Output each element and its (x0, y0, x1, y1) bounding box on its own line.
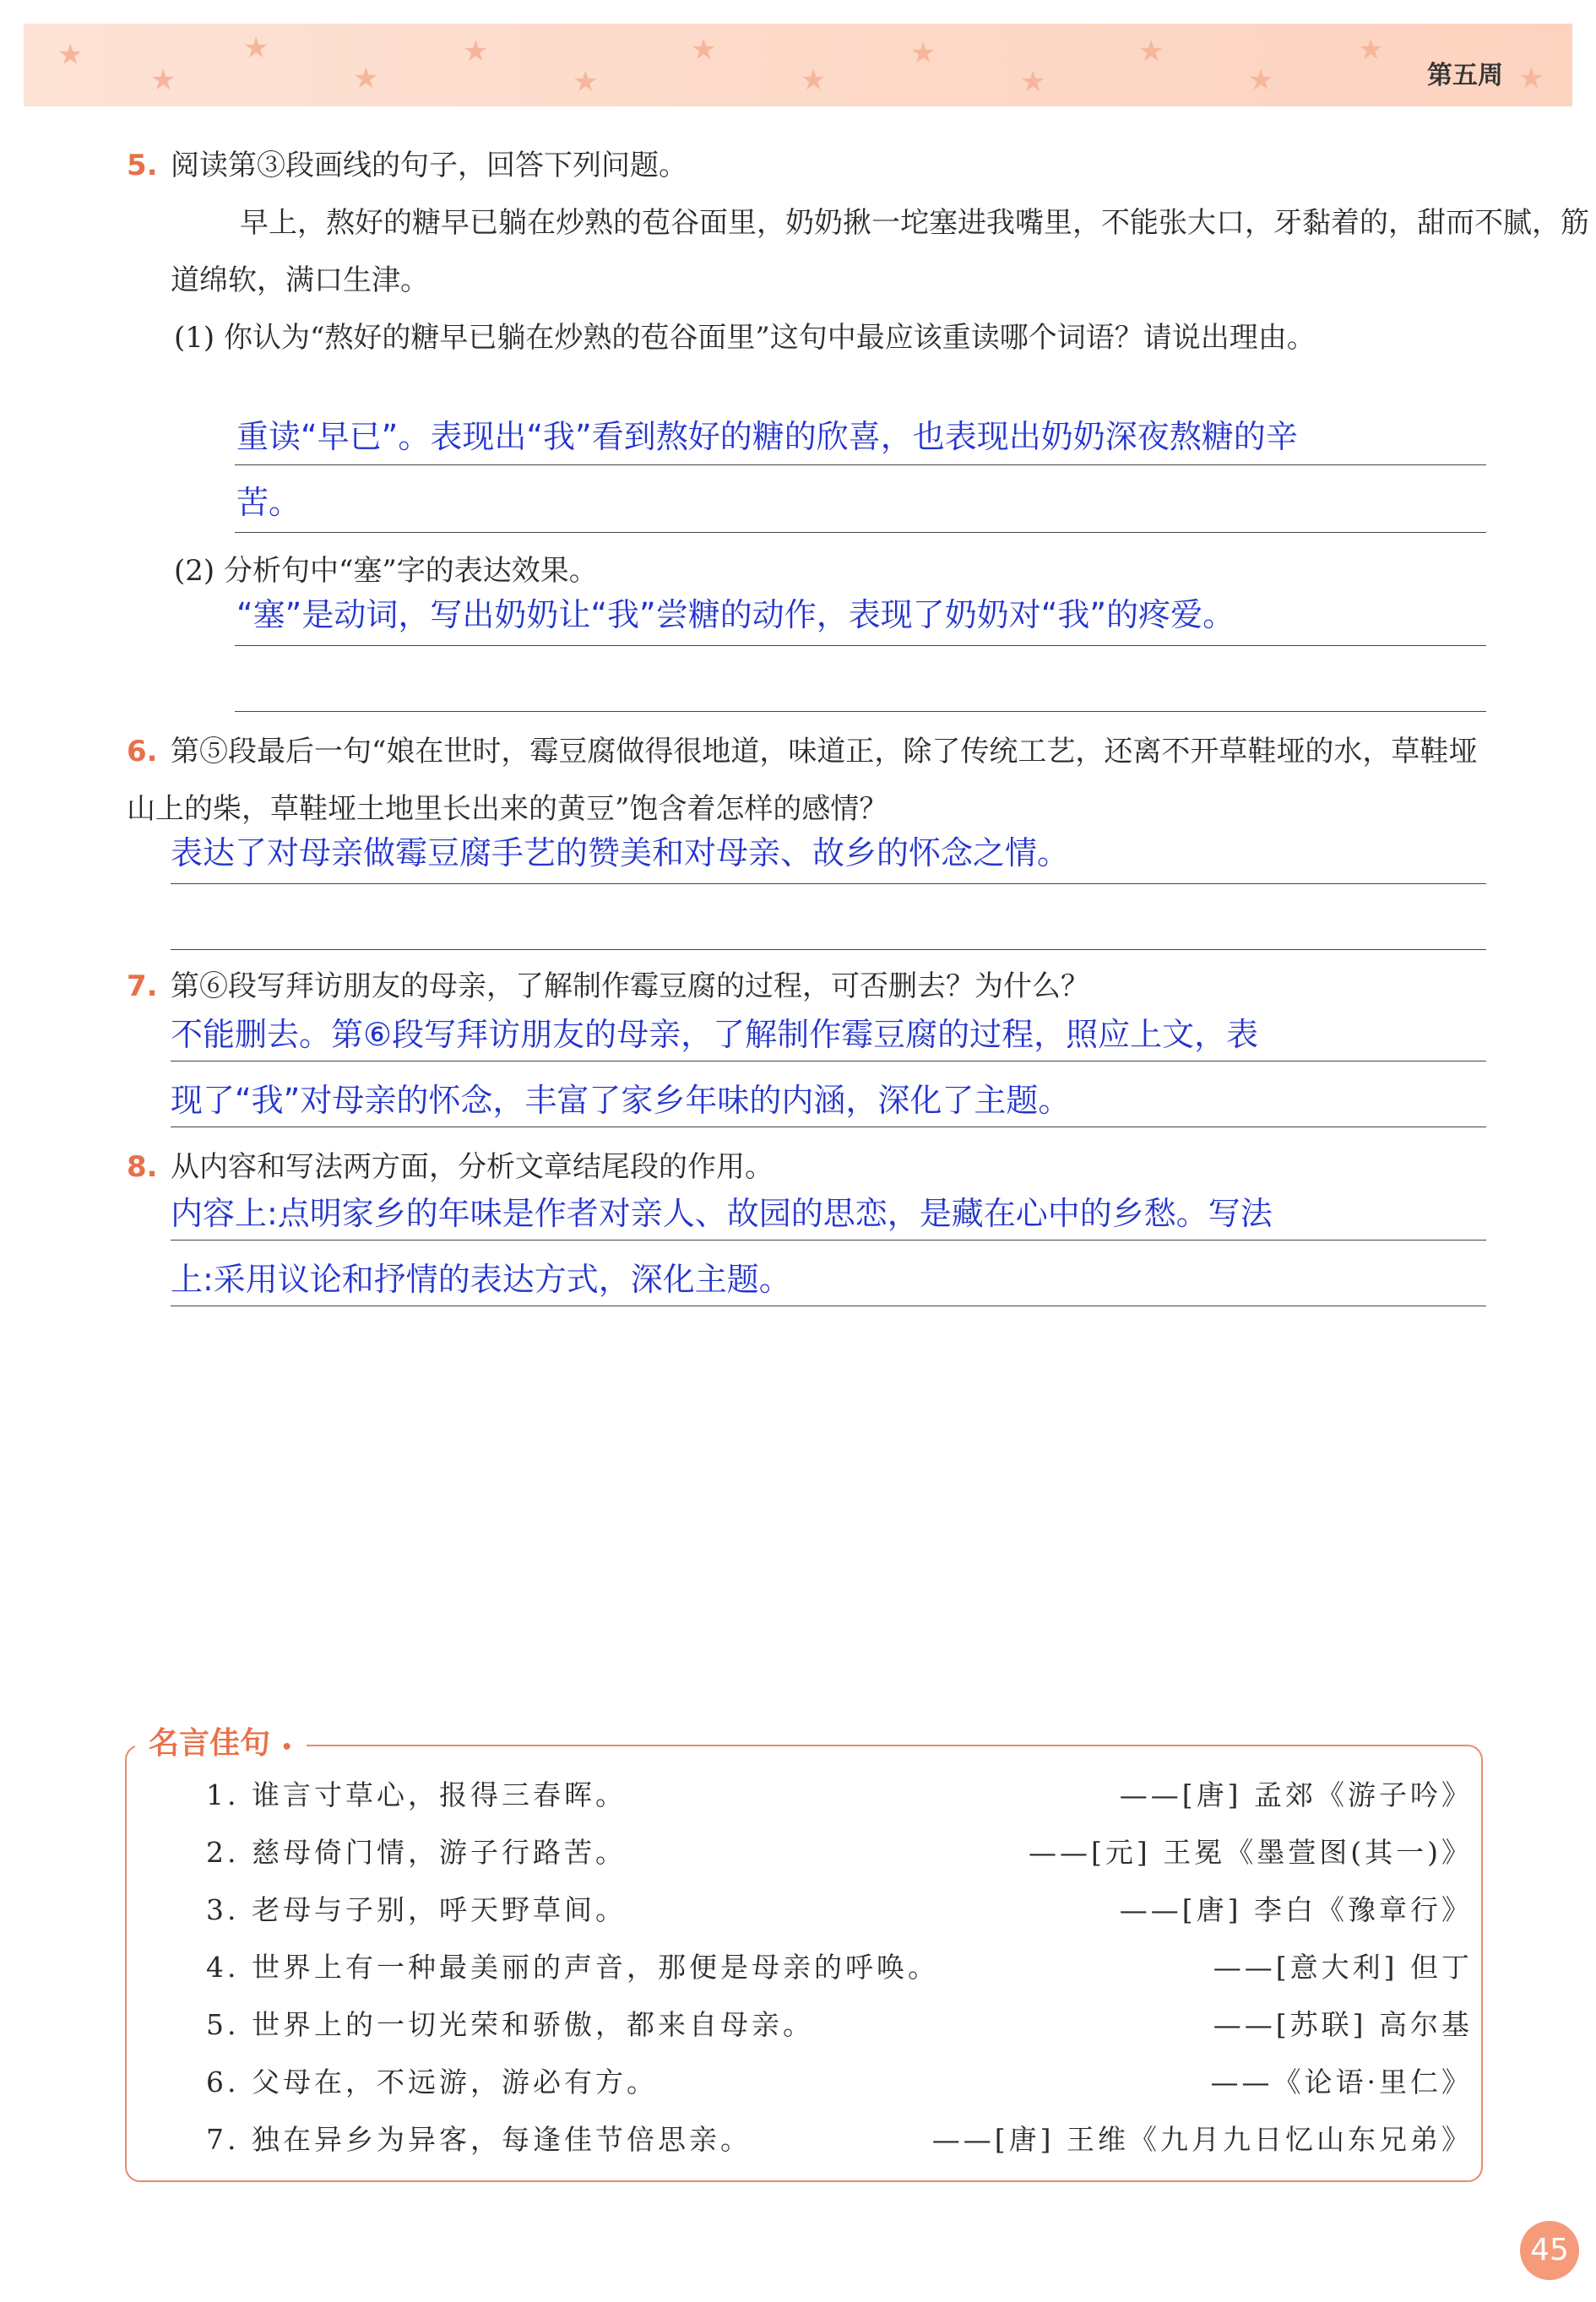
question-prompt: 第⑥段写拜访朋友的母亲，了解制作霉豆腐的过程，可否删去？为什么？ (171, 969, 1089, 1003)
sub-question-2: (2) 分析句中“塞”字的表达效果。 (174, 554, 598, 588)
quote-text: 6. 父母在，不远游，游必有方。 (206, 2066, 658, 2098)
quote-source: ——[意大利] 但丁 (1213, 1951, 1473, 1984)
quote-item (206, 2060, 1473, 2100)
question-prompt: 第⑤段最后一句“娘在世时，霉豆腐做得很地道，味道正，除了传统工艺，还离不开草鞋垭的水，草鞋垭山上的柴，草鞋垭土地里长出来的黄豆”饱含着怎样的感情？ (127, 735, 1478, 826)
question-6 (127, 723, 1486, 838)
sub-question-1: (1) 你认为“熬好的糖早已躺在炒熟的苞谷面里”这句中最应该重读哪个词语？请说出理由。 (174, 321, 1316, 355)
answer-line: 上:采用议论和抒情的表达方式，深化主题。 (171, 1261, 791, 1298)
answer-5-1 (236, 404, 1486, 535)
quote-item (206, 1773, 1473, 1813)
question-prompt: 从内容和写法两方面，分析文章结尾段的作用。 (171, 1150, 774, 1184)
star-icon: ★ (353, 62, 379, 95)
star-icon: ★ (1138, 35, 1164, 68)
passage-text: 早上，熬好的糖早已躺在炒熟的苞谷面里，奶奶揪一坨塞进我嘴里，不能张大口，牙黏着的，甜而不腻，筋道绵软，满口生津。 (171, 206, 1589, 297)
quote-source: ——[唐] 孟郊《游子吟》 (1119, 1778, 1473, 1811)
quote-text: 3. 老母与子别，呼天野草间。 (206, 1893, 627, 1926)
answer-rule (171, 883, 1486, 884)
answer-rule (235, 645, 1486, 646)
quote-source: ——[唐] 王维《九月九日忆山东兄弟》 (931, 2123, 1473, 2156)
header-band (24, 24, 1572, 106)
quote-source: ——《论语·里仁》 (1210, 2066, 1473, 2098)
answer-8 (171, 1181, 1488, 1312)
quotes-title (135, 1719, 307, 1762)
question-number: 7. (127, 969, 158, 1003)
star-icon: ★ (1248, 63, 1274, 97)
quote-text: 2. 慈母倚门情，游子行路苦。 (206, 1836, 627, 1869)
answer-line: 现了“我”对母亲的怀念，丰富了家乡年味的内涵，深化了主题。 (171, 1082, 1071, 1119)
quote-text: 7. 独在异乡为异客，每逢佳节倍思亲。 (206, 2123, 752, 2156)
answer-5-2: “塞”是动词，写出奶奶让“我”尝糖的动作，表现了奶奶对“我”的疼爱。 (236, 596, 1235, 633)
quote-item (206, 2118, 1473, 2158)
answer-rule (235, 532, 1486, 533)
answer-line: 内容上:点明家乡的年味是作者对亲人、故园的思恋，是藏在心中的乡愁。写法 (171, 1195, 1273, 1232)
star-icon: ★ (573, 65, 599, 99)
answer-line: 不能删去。第⑥段写拜访朋友的母亲，了解制作霉豆腐的过程，照应上文，表 (171, 1016, 1259, 1053)
answer-7 (171, 1002, 1488, 1133)
week-label: 第五周 (1427, 61, 1503, 90)
quote-text: 5. 世界上的一切光荣和骄傲，都来自母亲。 (206, 2008, 814, 2041)
question-5 (127, 137, 1589, 366)
quote-source: ——[苏联] 高尔基 (1213, 2008, 1473, 2041)
quotes-title-text: 名言佳句 (149, 1726, 271, 1761)
answer-6: 表达了对母亲做霉豆腐手艺的赞美和对母亲、故乡的怀念之情。 (171, 834, 1070, 871)
quote-text: 4. 世界上有一种最美丽的声音，那便是母亲的呼唤。 (206, 1951, 939, 1984)
quote-item (206, 2003, 1473, 2043)
star-icon: ★ (150, 63, 176, 97)
question-number: 6. (127, 735, 158, 768)
quote-source: ——[唐] 李白《豫章行》 (1119, 1893, 1473, 1926)
star-icon: ★ (801, 63, 827, 97)
quote-source: ——[元] 王冕《墨萱图(其一)》 (1029, 1836, 1473, 1869)
answer-line: 重读“早已”。表现出“我”看到熬好的糖的欣喜，也表现出奶奶深夜熬糖的辛 (236, 418, 1298, 455)
dot-icon: • (280, 1737, 293, 1758)
answer-rule (235, 464, 1486, 465)
answer-line: 苦。 (236, 484, 301, 521)
page-number: 45 (1520, 2221, 1579, 2280)
quote-item (206, 1831, 1473, 1870)
question-number: 8. (127, 1150, 158, 1184)
answer-rule (171, 949, 1486, 950)
quote-item (206, 1888, 1473, 1928)
star-icon: ★ (463, 35, 489, 68)
star-icon: ★ (1020, 65, 1046, 99)
question-prompt: 阅读第③段画线的句子，回答下列问题。 (171, 149, 687, 182)
quote-item (206, 1946, 1473, 1985)
star-icon: ★ (691, 33, 717, 67)
star-icon: ★ (910, 36, 936, 70)
answer-rule (171, 1240, 1486, 1241)
star-icon: ★ (1518, 62, 1544, 95)
answer-rule (235, 711, 1486, 712)
star-icon: ★ (57, 38, 84, 72)
quote-text: 1. 谁言寸草心，报得三春晖。 (206, 1778, 627, 1811)
star-icon: ★ (243, 31, 269, 65)
star-icon: ★ (1358, 33, 1384, 67)
question-number: 5. (127, 149, 158, 182)
